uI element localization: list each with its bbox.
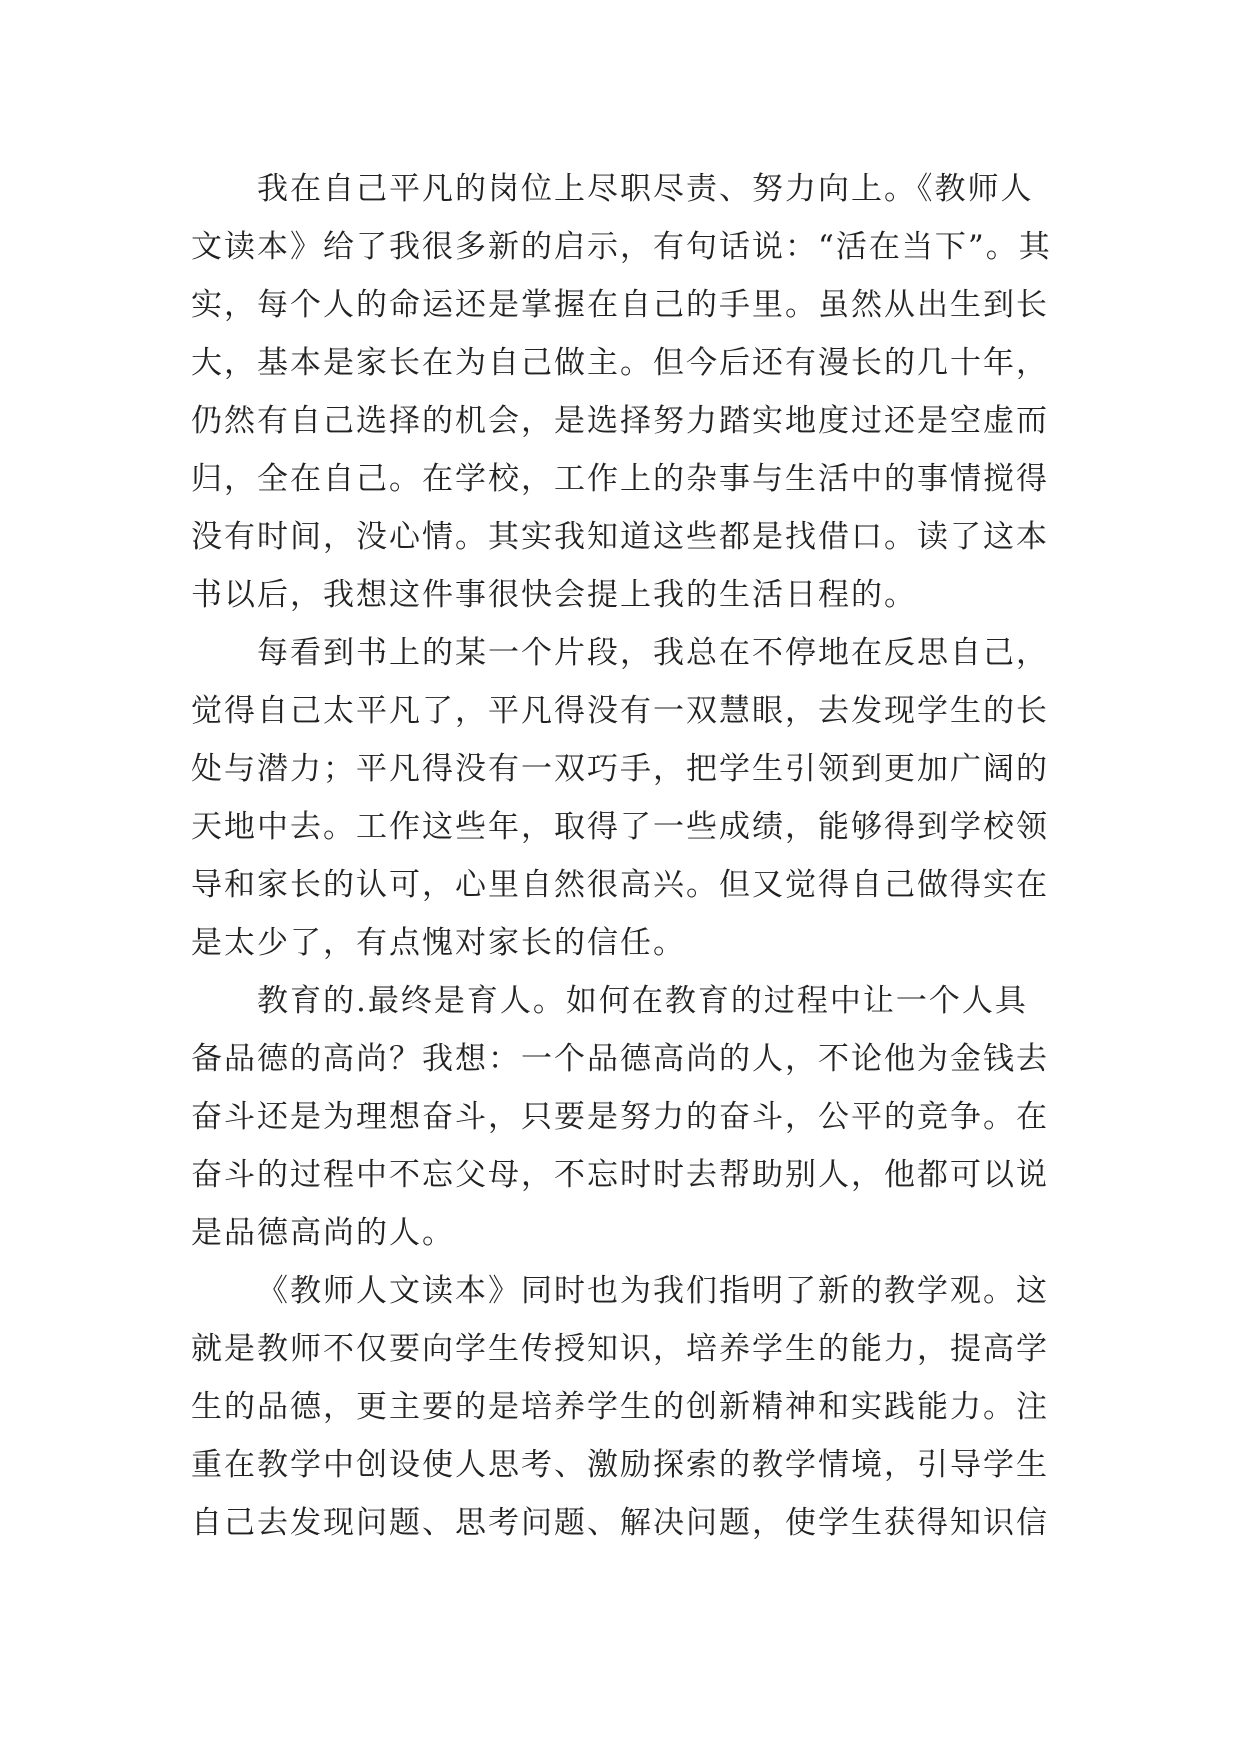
text-line: 书以后，我想这件事很快会提上我的生活日程的。 (191, 577, 917, 613)
text-line: 奋斗的过程中不忘父母，不忘时时去帮助别人，他都可以说 (191, 1157, 1049, 1193)
text-line: 处与潜力；平凡得没有一双巧手，把学生引领到更加广阔的 (191, 751, 1049, 787)
text-line: 觉得自己太平凡了，平凡得没有一双慧眼，去发现学生的长 (191, 693, 1049, 729)
text-line: 仍然有自己选择的机会，是选择努力踏实地度过还是空虚而 (191, 403, 1049, 439)
paragraph-1 (191, 160, 1051, 624)
text-line: 是太少了，有点愧对家长的信任。 (191, 925, 686, 961)
text-line: 备品德的高尚？我想：一个品德高尚的人，不论他为金钱去 (191, 1041, 1049, 1077)
text-line: 《教师人文读本》同时也为我们指明了新的教学观。这 (257, 1273, 1049, 1309)
text-line: 导和家长的认可，心里自然很高兴。但又觉得自己做得实在 (191, 867, 1049, 903)
text-line: 归，全在自己。在学校，工作上的杂事与生活中的事情搅得 (191, 461, 1049, 497)
paragraph-3 (191, 972, 1051, 1262)
text-line: 大，基本是家长在为自己做主。但今后还有漫长的几十年， (191, 345, 1049, 381)
text-line: 就是教师不仅要向学生传授知识，培养学生的能力，提高学 (191, 1331, 1049, 1367)
text-line: 没有时间，没心情。其实我知道这些都是找借口。读了这本 (191, 519, 1049, 555)
text-line: 天地中去。工作这些年，取得了一些成绩，能够得到学校领 (191, 809, 1049, 845)
text-line: 每看到书上的某一个片段，我总在不停地在反思自己， (257, 635, 1049, 671)
paragraph-4 (191, 1262, 1051, 1552)
text-line: 实，每个人的命运还是掌握在自己的手里。虽然从出生到长 (191, 287, 1049, 323)
text-line: 奋斗还是为理想奋斗，只要是努力的奋斗，公平的竞争。在 (191, 1099, 1049, 1135)
body-text (191, 160, 1051, 1552)
text-line: 生的品德，更主要的是培养学生的创新精神和实践能力。注 (191, 1389, 1049, 1425)
text-line: 我在自己平凡的岗位上尽职尽责、努力向上。《教师人 (257, 171, 1034, 207)
text-line: 是品德高尚的人。 (191, 1215, 455, 1251)
text-line: 重在教学中创设使人思考、激励探索的教学情境，引导学生 (191, 1447, 1049, 1483)
text-line: 教育的.最终是育人。如何在教育的过程中让一个人具 (257, 983, 1028, 1019)
text-line: 文读本》给了我很多新的启示，有句话说：“活在当下”。其 (191, 229, 1052, 265)
paragraph-2 (191, 624, 1051, 972)
text-line: 自己去发现问题、思考问题、解决问题，使学生获得知识信 (191, 1505, 1049, 1541)
